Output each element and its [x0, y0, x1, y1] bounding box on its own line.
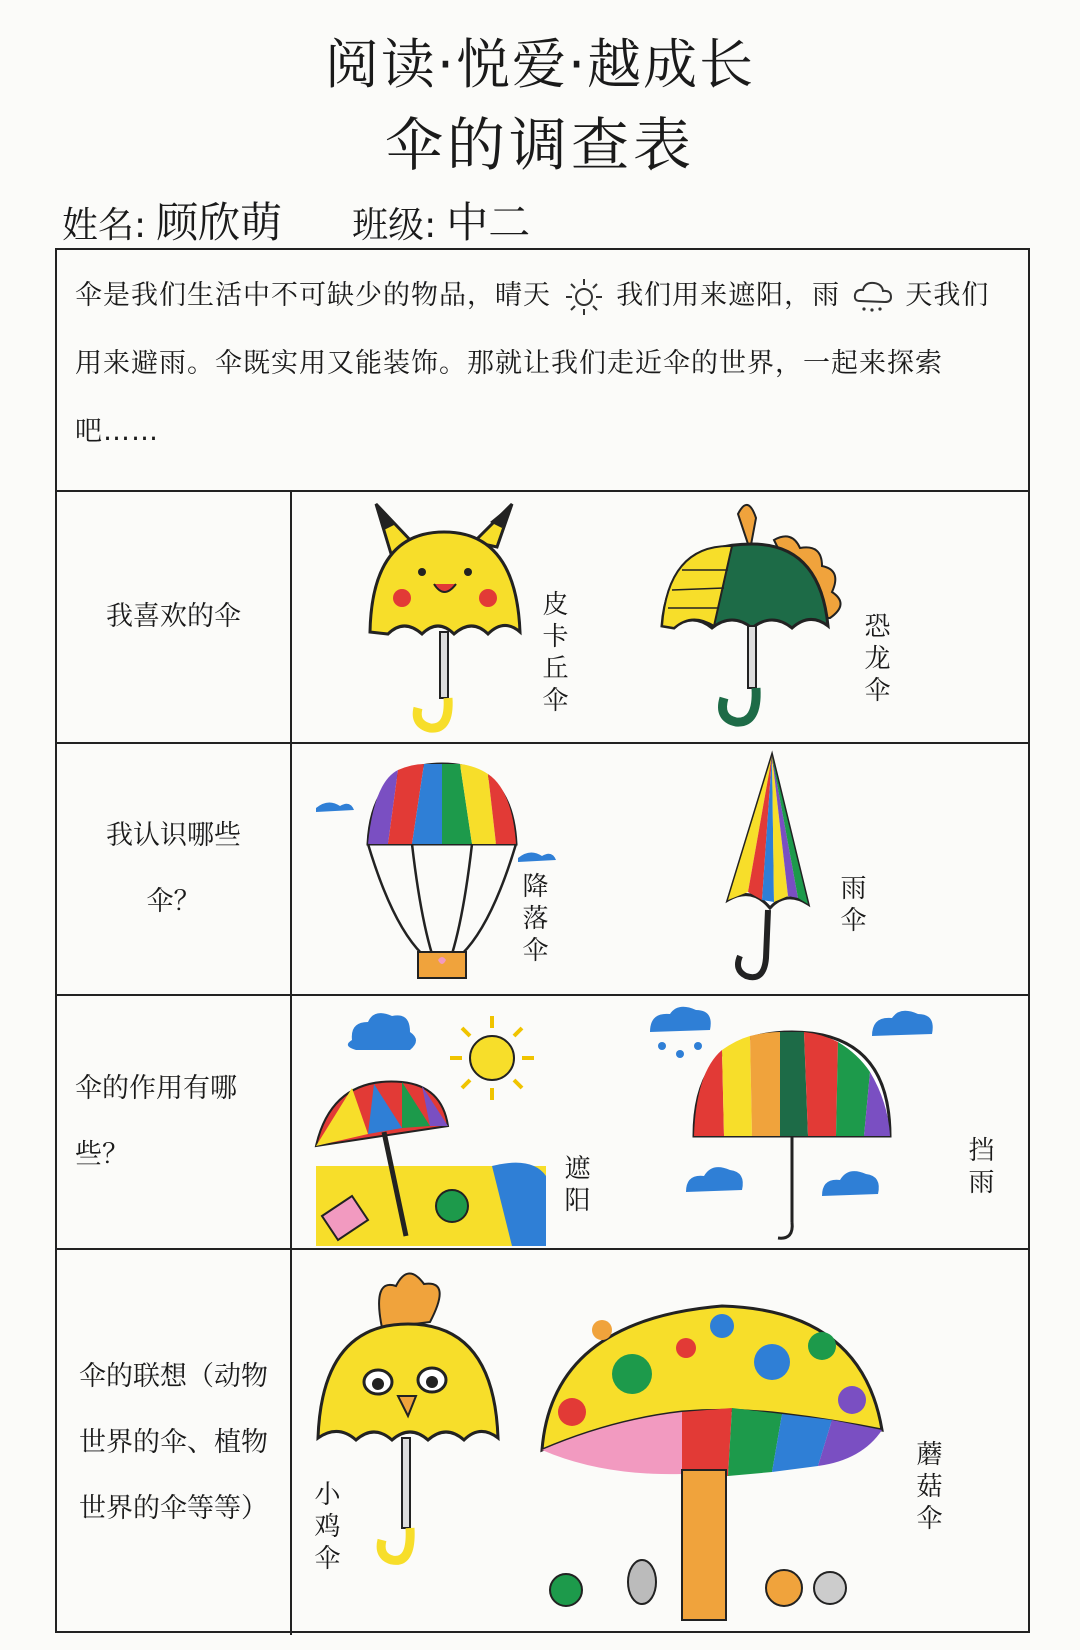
page-title-line1: 阅读·悦爱·越成长: [324, 33, 756, 96]
name-label: 姓名:: [62, 205, 147, 246]
caption-sunshade: 遮阳: [560, 1154, 590, 1218]
intro-part2: 我们用来遮阳，雨: [616, 280, 841, 311]
row-label: 我认识哪些伞？: [57, 744, 292, 994]
intro-text: [57, 250, 1028, 492]
row-label: 我喜欢的伞: [57, 492, 292, 742]
class-value: 中二: [446, 198, 531, 247]
row-label: 伞的联想（动物世界的伞、植物世界的伞等等）: [57, 1250, 292, 1635]
row-drawings: [292, 996, 1028, 1248]
parachute-drawing: [302, 754, 552, 984]
sun-icon: [561, 277, 607, 317]
closed-umbrella-drawing: [712, 750, 822, 990]
rain-umbrella-drawing: [642, 1002, 942, 1242]
mushroom-umbrella-drawing: [532, 1300, 892, 1620]
row-drawings: [292, 1250, 1028, 1635]
caption-rain-shield: 挡雨: [964, 1136, 994, 1200]
row-umbrella-uses: [57, 996, 1028, 1250]
caption-rain-umbrella: 雨伞: [836, 874, 866, 938]
intro-part1: 伞是我们生活中不可缺少的物品，晴天: [75, 280, 551, 311]
pikachu-umbrella-drawing: [362, 502, 542, 732]
caption-dinosaur: 恐龙伞: [860, 612, 890, 708]
caption-pikachu: 皮卡丘伞: [538, 590, 568, 718]
row-favorite-umbrella: [57, 492, 1028, 744]
row-known-umbrellas: [57, 744, 1028, 996]
page-title-line2: 伞的调查表: [384, 111, 695, 179]
name-value: 顾欣萌: [156, 198, 283, 247]
row-umbrella-associations: [57, 1250, 1028, 1635]
chick-umbrella-drawing: [312, 1268, 502, 1568]
caption-chick: 小鸡伞: [310, 1480, 340, 1576]
class-label: 班级:: [352, 205, 437, 246]
row-label: 伞的作用有哪些？: [57, 996, 292, 1248]
row-drawings: [292, 492, 1028, 742]
row-drawings: [292, 744, 1028, 994]
student-info: [62, 190, 530, 250]
survey-table: [55, 248, 1030, 1633]
caption-parachute: 降落伞: [518, 872, 548, 968]
dinosaur-umbrella-drawing: [652, 500, 852, 730]
caption-mushroom: 蘑菇伞: [912, 1440, 942, 1536]
intro-part3: 天我们用来避雨。伞既实用又能装饰。那就让我们走近伞的世界，一起来探索吧……: [75, 280, 990, 447]
sunshade-beach-drawing: [312, 1006, 552, 1246]
cloud-rain-icon: [850, 277, 896, 317]
